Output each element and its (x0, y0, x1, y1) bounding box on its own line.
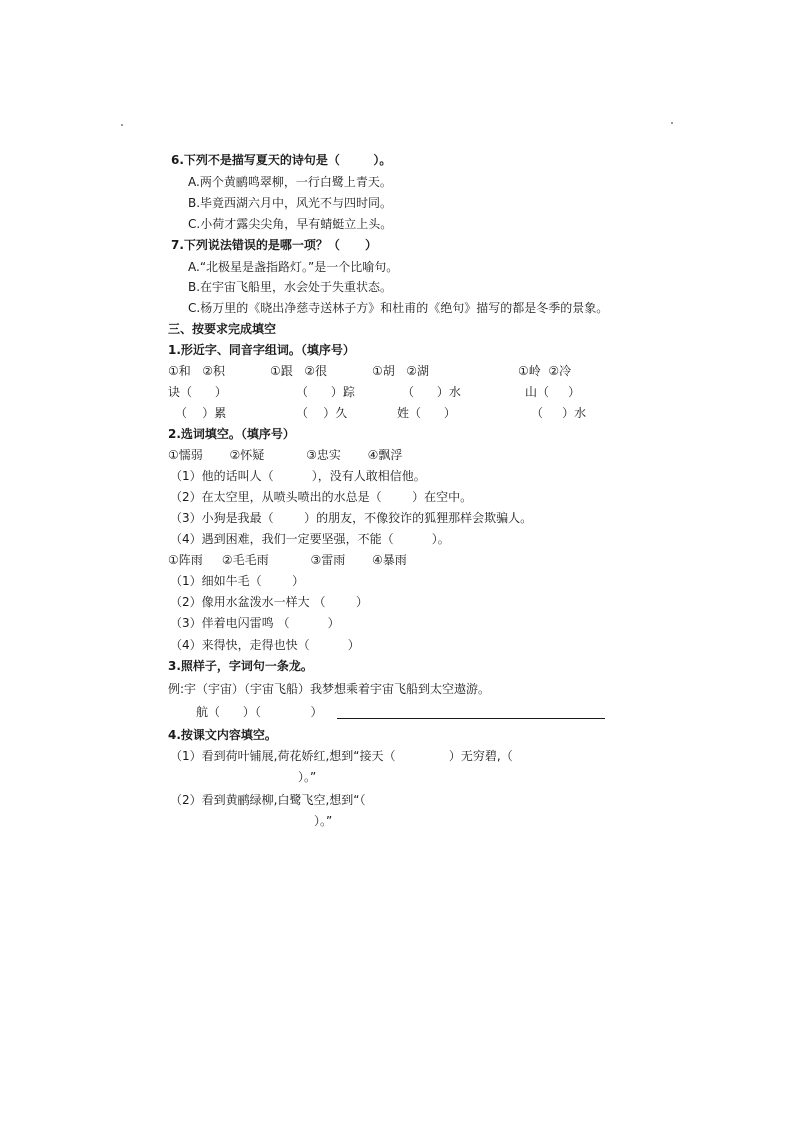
s1-blank: （ ）水 (531, 406, 587, 420)
s1-blank: （ ）久 (296, 406, 348, 420)
s2-options-b: ①阵雨 ②毛毛雨 ③雷雨 ④暴雨 (168, 553, 407, 567)
s3-line: 航（ ）（ ） (196, 705, 323, 719)
s2-item: （3）伴着电闪雷鸣 （ ） (170, 616, 340, 630)
s2-item: （2）像用水盆泼水一样大 （ ） (170, 595, 368, 609)
s1-blank: 山（ ） (525, 385, 581, 399)
s3-example: 例:宇（宇宙）（宇宙飞船）我梦想乘着宇宙飞船到太空遨游。 (168, 682, 491, 696)
s4-title: 4.按课文内容填空。 (168, 728, 277, 742)
s3-title: 3.照样子，字词句一条龙。 (168, 659, 313, 673)
s1-options-1: ①和 ②积 (168, 364, 225, 378)
q7-option-b: B.在宇宙飞船里，水会处于失重状态。 (188, 280, 393, 294)
s4-item-cont: ）。” (298, 770, 317, 784)
q7-option-a: A.“北极星是盏指路灯。”是一个比喻句。 (188, 260, 399, 274)
q6-option-b: B.毕竟西湖六月中，风光不与四时同。 (188, 196, 393, 210)
s2-item: （1）他的话叫人（ ），没有人敢相信他。 (170, 469, 426, 483)
q7-stem: 7.下列说法错误的是哪一项？（ ） (171, 238, 377, 252)
s4-item: （1）看到荷叶铺展,荷花娇红,想到“接天（ ）无穷碧,（ (170, 749, 513, 763)
answer-line (337, 718, 605, 719)
s1-options-2: ①跟 ②很 (270, 364, 327, 378)
s1-blank: （ ）累 (175, 406, 227, 420)
s4-item-cont: ）。” (314, 814, 333, 828)
s2-item: （2）在太空里，从喷头喷出的水总是（ ）在空中。 (170, 490, 473, 504)
s2-title: 2.选词填空。（填序号） (168, 427, 295, 441)
s1-blank: 姓（ ） (397, 406, 456, 420)
s1-title: 1.形近字、同音字组词。（填序号） (168, 343, 355, 357)
scan-speck (121, 124, 123, 126)
s2-item: （3）小狗是我最（ ）的朋友，不像狡诈的狐狸那样会欺骗人。 (170, 511, 533, 525)
s2-item: （4）来得快，走得也快（ ） (170, 638, 360, 652)
s2-item: （4）遇到困难，我们一定要坚强，不能（ ）。 (170, 532, 450, 546)
s1-blank: （ ）踪 (296, 385, 355, 399)
scan-speck (671, 122, 673, 124)
s1-blank: 诀（ ） (168, 385, 227, 399)
q6-option-c: C.小荷才露尖尖角，早有蜻蜓立上头。 (188, 217, 393, 231)
s2-options-a: ①懦弱 ②怀疑 ③忠实 ④飘浮 (168, 448, 403, 462)
q6-stem: 6.下列不是描写夏天的诗句是（ ）。 (171, 153, 392, 167)
q7-option-c: C.杨万里的《晓出净慈寺送林子方》和杜甫的《绝句》描写的都是冬季的景象。 (188, 301, 609, 315)
s4-item: （2）看到黄鹂绿柳,白鹭飞空,想到“（ (170, 793, 366, 807)
section-heading: 三、按要求完成填空 (168, 322, 277, 336)
s2-item: （1）细如牛毛（ ） (170, 574, 305, 588)
q6-option-a: A.两个黄鹂鸣翠柳，一行白鹭上青天。 (188, 175, 392, 189)
s1-blank: （ ）水 (402, 385, 461, 399)
s1-options-4: ①岭 ②冷 (518, 364, 572, 378)
s1-options-3: ①胡 ②湖 (372, 364, 429, 378)
